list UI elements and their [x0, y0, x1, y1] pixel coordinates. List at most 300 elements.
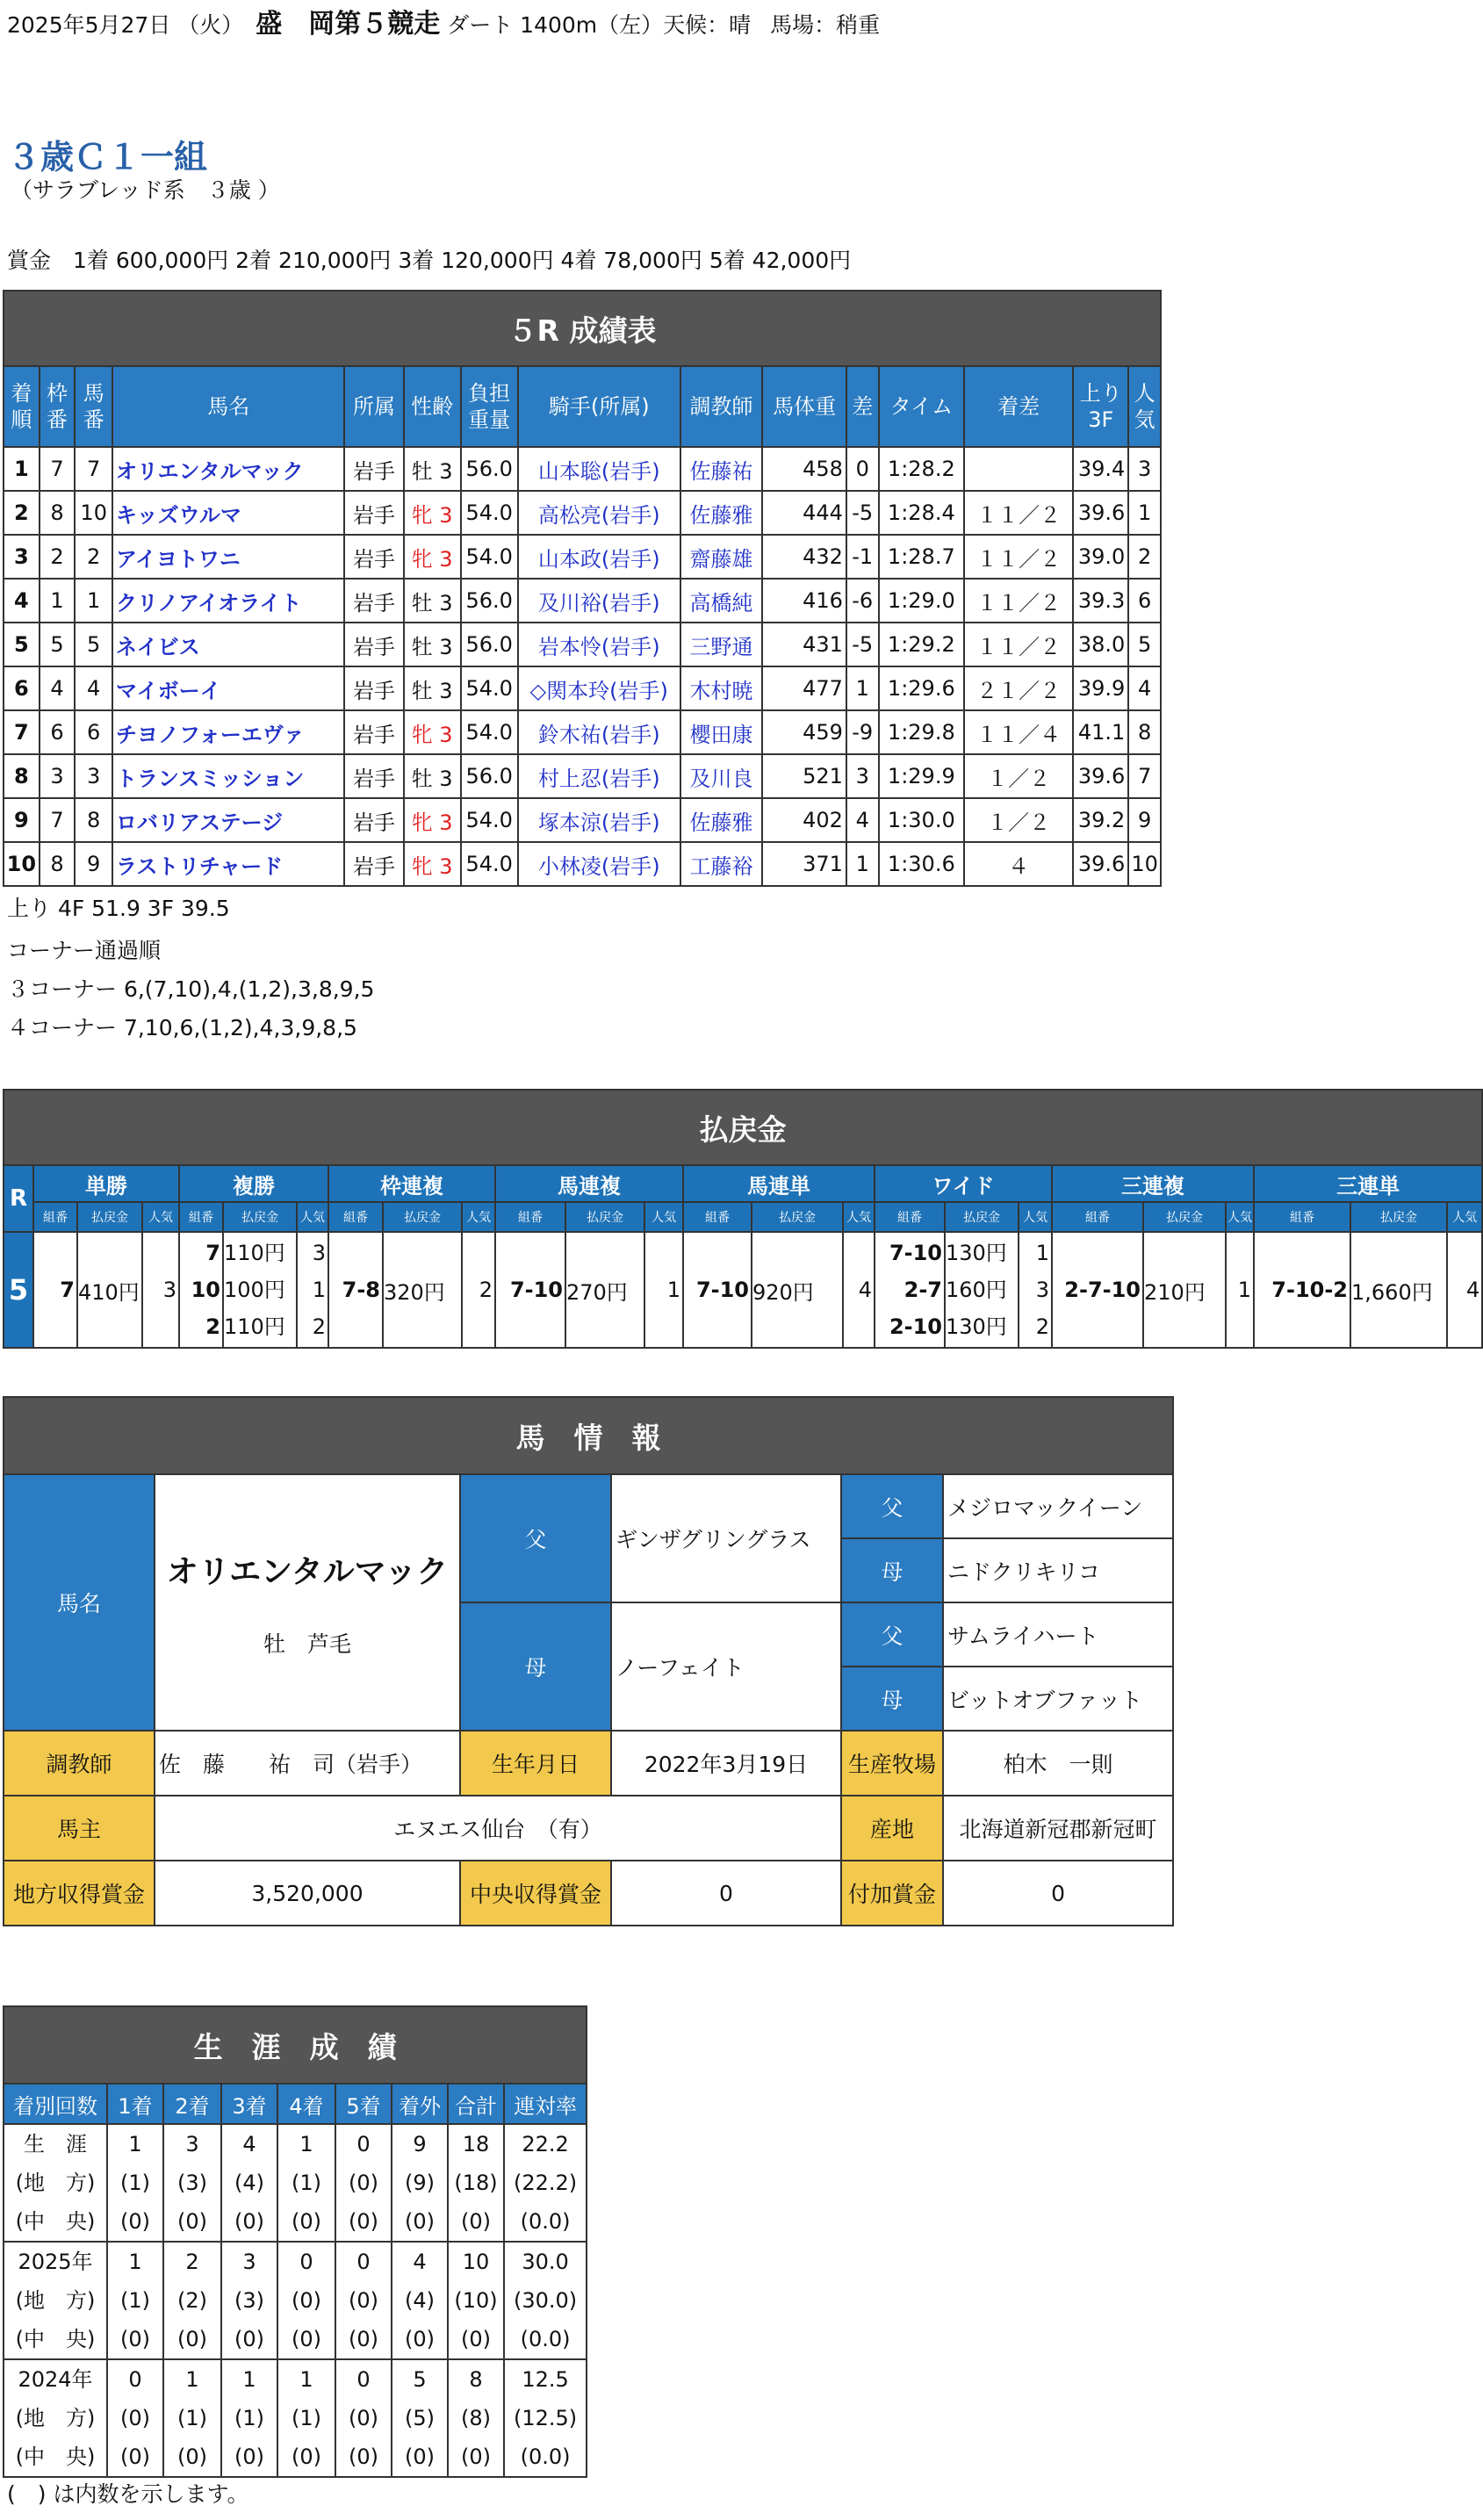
career-header-5: 5着: [335, 2084, 392, 2124]
result-cell: 521: [762, 754, 846, 798]
jockey-link[interactable]: 高松亮(岩手): [518, 491, 680, 535]
career-value: 1: [299, 2367, 313, 2392]
career-block-label: [4, 2242, 107, 2359]
result-row: [4, 491, 1161, 535]
trainer-link[interactable]: 及川良: [680, 754, 763, 798]
corner-3: ３コーナー 6,(7,10),4,(1,2),3,8,9,5: [7, 976, 375, 1002]
result-cell: 8: [75, 798, 112, 842]
career-cell: [504, 2242, 587, 2359]
result-cell: 5: [1128, 623, 1161, 666]
career-value: (0): [405, 2444, 435, 2469]
result-cell: 8: [40, 491, 76, 535]
payout-tansho-pop: 3: [142, 1232, 179, 1348]
result-cell: 1:29.9: [879, 754, 965, 798]
result-cell: 岩手: [344, 710, 403, 754]
horse-name-link[interactable]: ロバリアステージ: [112, 798, 344, 842]
results-header-14: 人気: [1128, 366, 1161, 447]
horse-name-link[interactable]: ネイビス: [112, 623, 344, 666]
payout-subheader: 組番: [179, 1202, 223, 1232]
trainer-link[interactable]: 工藤裕: [680, 842, 763, 886]
horse-name-link[interactable]: チヨノフォーエヴァ: [112, 710, 344, 754]
payout-wide-num: [875, 1232, 945, 1348]
trainer-link[interactable]: 佐藤祐: [680, 447, 763, 491]
result-cell: 牡 3: [404, 754, 461, 798]
results-header-3: 馬名: [112, 366, 344, 447]
payout-fukusho-pop: [297, 1232, 328, 1348]
career-label-line: (中 央): [15, 2327, 96, 2351]
career-header-4: 4着: [277, 2084, 335, 2124]
payout-subheader: 人気: [1226, 1202, 1254, 1232]
result-cell: 477: [762, 666, 846, 710]
result-row: [4, 842, 1161, 886]
results-header-7: 騎手(所属): [518, 366, 680, 447]
result-cell: 39.9: [1073, 666, 1128, 710]
career-value: (0): [292, 2209, 321, 2234]
career-cell: [221, 2124, 277, 2242]
jockey-link[interactable]: 山本政(岩手): [518, 535, 680, 579]
result-cell: 5: [75, 623, 112, 666]
career-value: (0): [292, 2288, 321, 2313]
track-name: 盛 岡: [256, 9, 335, 40]
result-cell: 444: [762, 491, 846, 535]
trainer-link[interactable]: 佐藤雅: [680, 491, 763, 535]
result-cell: 3: [40, 754, 76, 798]
career-value: (1): [292, 2171, 321, 2195]
career-value: (2): [177, 2288, 207, 2313]
payout-wide-line: 2: [1035, 1314, 1049, 1339]
local-prize: 3,520,000: [155, 1861, 460, 1926]
result-cell: 1:29.2: [879, 623, 965, 666]
result-row: [4, 447, 1161, 491]
career-value: 9: [413, 2132, 427, 2156]
career-value: (0): [349, 2288, 378, 2313]
results-header-8: 調教師: [680, 366, 763, 447]
result-row: [4, 754, 1161, 798]
career-cell: [107, 2242, 163, 2359]
career-label-line: 生 涯: [24, 2132, 87, 2156]
agari-time: 上り 4F 51.9 3F 39.5: [7, 896, 230, 921]
results-table: [3, 290, 1162, 887]
trainer-link[interactable]: 木村暁: [680, 666, 763, 710]
career-value: 0: [356, 2367, 371, 2392]
result-cell: 1:28.4: [879, 491, 965, 535]
dam-label: 母: [460, 1602, 611, 1731]
race-weekday: （火）: [177, 12, 244, 38]
result-cell: 0: [846, 447, 879, 491]
result-cell: 39.3: [1073, 579, 1128, 623]
result-cell: 1: [846, 666, 879, 710]
results-header-0: 着順: [4, 366, 40, 447]
career-cell: [163, 2242, 221, 2359]
career-value: (0): [234, 2444, 264, 2469]
career-value: (4): [405, 2288, 435, 2313]
trainer-link[interactable]: 高橋純: [680, 579, 763, 623]
jockey-link[interactable]: 岩本怜(岩手): [518, 623, 680, 666]
payout-fukusho-num: [179, 1232, 223, 1348]
result-cell: 岩手: [344, 491, 403, 535]
sire-sire-label: 父: [841, 1474, 943, 1538]
payout-wide-line: 7-10: [889, 1241, 942, 1265]
race-subtitle: （サラブレッド系 ３歳 ）: [11, 177, 280, 203]
payout-umatan-pay: 920円: [752, 1232, 843, 1348]
result-cell: 39.6: [1073, 754, 1128, 798]
result-cell: 7: [75, 447, 112, 491]
result-cell: 4: [846, 798, 879, 842]
result-cell: 8: [40, 842, 76, 886]
dam-sire-name: サムライハート: [943, 1602, 1173, 1667]
jockey-link[interactable]: 小林凌(岩手): [518, 842, 680, 886]
career-value: (0): [349, 2171, 378, 2195]
result-cell: 41.1: [1073, 710, 1128, 754]
result-cell: 岩手: [344, 623, 403, 666]
payout-subheader: 組番: [33, 1202, 77, 1232]
course-info: ダート 1400m（左）: [447, 12, 664, 38]
central-prize-label: 中央収得賞金: [460, 1861, 611, 1926]
result-cell: 5: [4, 623, 40, 666]
jockey-link[interactable]: 塚本涼(岩手): [518, 798, 680, 842]
result-cell: 3: [846, 754, 879, 798]
payout-subheader: 人気: [843, 1202, 875, 1232]
result-cell: 岩手: [344, 754, 403, 798]
career-cell: [448, 2242, 504, 2359]
owner-name: エヌエス仙台 （有）: [155, 1796, 841, 1861]
career-value: (8): [461, 2406, 491, 2430]
sire-dam-name: ニドクリキリコ: [943, 1538, 1173, 1602]
result-cell: 牝 3: [404, 491, 461, 535]
horse-name-cell: [155, 1474, 460, 1731]
result-cell: 1:28.2: [879, 447, 965, 491]
result-cell: 4: [4, 579, 40, 623]
career-value: (9): [405, 2171, 435, 2195]
result-cell: 牝 3: [404, 535, 461, 579]
results-header-10: 差: [846, 366, 879, 447]
payout-sanrentan-pop: 4: [1447, 1232, 1482, 1348]
payout-subheader: 人気: [644, 1202, 683, 1232]
payout-fukusho-line: 10: [191, 1278, 220, 1302]
career-header-2: 2着: [163, 2084, 221, 2124]
jockey-link[interactable]: 村上忍(岩手): [518, 754, 680, 798]
payout-wide-pay: [945, 1232, 1019, 1348]
result-cell: 1:28.7: [879, 535, 965, 579]
payout-wakuren-num: 7-8: [328, 1232, 383, 1348]
result-cell: 4: [1128, 666, 1161, 710]
result-cell: 1: [4, 447, 40, 491]
result-row: [4, 535, 1161, 579]
dam-dam-name: ビットオブファット: [943, 1667, 1173, 1731]
result-cell: 9: [4, 798, 40, 842]
career-value: 18: [462, 2132, 490, 2156]
result-cell: 牡 3: [404, 579, 461, 623]
payout-fukusho-line: 2: [312, 1314, 326, 1339]
career-value: 0: [128, 2367, 142, 2392]
career-value: (0.0): [520, 2209, 571, 2234]
payout-subheader: 払戻金: [383, 1202, 462, 1232]
horse-name-link[interactable]: オリエンタルマック: [112, 447, 344, 491]
payout-race-number: 5: [4, 1232, 33, 1348]
result-cell: 6: [40, 710, 76, 754]
payout-sanrentan-pay: 1,660円: [1350, 1232, 1447, 1348]
career-value: (4): [234, 2171, 264, 2195]
results-header-9: 馬体重: [762, 366, 846, 447]
race-date: 2025年5月27日: [7, 12, 171, 38]
career-cell: [448, 2359, 504, 2477]
payout-fukusho-line: 110円: [224, 1314, 285, 1339]
career-value: 8: [469, 2367, 483, 2392]
payout-group-4: 馬連単: [683, 1165, 875, 1202]
result-cell: 459: [762, 710, 846, 754]
horse-name-link[interactable]: キッズウルマ: [112, 491, 344, 535]
career-value: (1): [120, 2288, 150, 2313]
payout-subheader: 組番: [1052, 1202, 1143, 1232]
payout-subheader: 組番: [328, 1202, 383, 1232]
career-value: (0): [120, 2444, 150, 2469]
result-cell: 2: [40, 535, 76, 579]
payout-wakuren-pay: 320円: [383, 1232, 462, 1348]
career-value: (18): [454, 2171, 498, 2195]
result-cell: 4: [40, 666, 76, 710]
payout-umatan-num: 7-10: [683, 1232, 752, 1348]
jockey-link[interactable]: 及川裕(岩手): [518, 579, 680, 623]
result-cell: 56.0: [461, 579, 518, 623]
results-header-1: 枠番: [40, 366, 76, 447]
result-cell: 56.0: [461, 623, 518, 666]
payout-subheader: 人気: [462, 1202, 495, 1232]
result-cell: 4: [75, 666, 112, 710]
career-value: (0): [120, 2209, 150, 2234]
payout-fukusho-line: 2: [205, 1314, 220, 1339]
career-value: 0: [356, 2132, 371, 2156]
trainer-link[interactable]: 佐藤雅: [680, 798, 763, 842]
payout-wide-line: 160円: [946, 1278, 1007, 1302]
result-cell: １１／４: [964, 710, 1073, 754]
result-cell: １１／２: [964, 579, 1073, 623]
result-cell: 39.4: [1073, 447, 1128, 491]
result-row: [4, 798, 1161, 842]
payout-group-0: 単勝: [33, 1165, 179, 1202]
career-block: [4, 2124, 587, 2242]
birth-date: 2022年3月19日: [611, 1731, 841, 1796]
career-block-label: [4, 2124, 107, 2242]
horse-name-link[interactable]: マイボーイ: [112, 666, 344, 710]
career-cell: [163, 2124, 221, 2242]
payout-umatan-pop: 4: [843, 1232, 875, 1348]
results-header-12: 着差: [964, 366, 1073, 447]
payout-tansho-num: 7: [33, 1232, 77, 1348]
payout-group-3: 馬連複: [495, 1165, 683, 1202]
result-cell: 1:29.8: [879, 710, 965, 754]
origin-place: 北海道新冠郡新冠町: [943, 1796, 1173, 1861]
horse-name-link[interactable]: トランスミッション: [112, 754, 344, 798]
result-cell: 岩手: [344, 666, 403, 710]
payout-fukusho-line: 100円: [224, 1278, 285, 1302]
result-cell: -6: [846, 579, 879, 623]
career-value: (0): [234, 2209, 264, 2234]
result-cell: 7: [1128, 754, 1161, 798]
career-value: 12.5: [522, 2367, 569, 2392]
career-value: (0): [405, 2209, 435, 2234]
career-block: [4, 2242, 587, 2359]
payout-subheader: 人気: [1447, 1202, 1482, 1232]
career-cell: [504, 2359, 587, 2477]
result-cell: 39.2: [1073, 798, 1128, 842]
trainer-link[interactable]: 齋藤雄: [680, 535, 763, 579]
weather: 天候：晴: [663, 12, 752, 38]
result-row: [4, 710, 1161, 754]
local-prize-label: 地方収得賞金: [4, 1861, 155, 1926]
result-cell: 10: [4, 842, 40, 886]
result-cell: 416: [762, 579, 846, 623]
result-cell: 6: [75, 710, 112, 754]
owner-label: 馬主: [4, 1796, 155, 1861]
race-header: [7, 9, 880, 40]
trainer-link[interactable]: 三野通: [680, 623, 763, 666]
result-cell: 2: [1128, 535, 1161, 579]
sire-name: ギンザグリングラス: [611, 1474, 841, 1602]
payout-group-6: 三連複: [1052, 1165, 1254, 1202]
results-header-6: 負担重量: [461, 366, 518, 447]
result-cell: 9: [1128, 798, 1161, 842]
career-value: 3: [185, 2132, 199, 2156]
career-label-line: (中 央): [15, 2209, 96, 2234]
result-cell: 1:30.6: [879, 842, 965, 886]
payout-sanrenpuku-pop: 1: [1226, 1232, 1254, 1348]
result-cell: １１／２: [964, 623, 1073, 666]
horse-name-label: 馬名: [4, 1474, 155, 1731]
result-cell: 岩手: [344, 579, 403, 623]
payout-umaren-num: 7-10: [495, 1232, 565, 1348]
career-value: 3: [242, 2250, 256, 2274]
horse-name-link[interactable]: クリノアイオライト: [112, 579, 344, 623]
career-value: (5): [405, 2406, 435, 2430]
race-number: 第５競走: [335, 9, 441, 40]
extra-prize: 0: [943, 1861, 1173, 1926]
career-block-label: [4, 2359, 107, 2477]
result-cell: 牝 3: [404, 842, 461, 886]
result-cell: 54.0: [461, 842, 518, 886]
result-cell: 371: [762, 842, 846, 886]
career-cell: [504, 2124, 587, 2242]
payout-group-1: 複勝: [179, 1165, 328, 1202]
career-cell: [392, 2359, 448, 2477]
career-value: (0.0): [520, 2444, 571, 2469]
result-cell: 3: [1128, 447, 1161, 491]
result-cell: 432: [762, 535, 846, 579]
result-cell: 1:29.6: [879, 666, 965, 710]
career-value: (0): [177, 2444, 207, 2469]
career-header-3: 3着: [221, 2084, 277, 2124]
career-value: (0): [461, 2327, 491, 2351]
origin-label: 産地: [841, 1796, 943, 1861]
payout-umaren-pay: 270円: [565, 1232, 644, 1348]
horse-name-link[interactable]: ラストリチャード: [112, 842, 344, 886]
result-cell: 7: [40, 798, 76, 842]
career-label-line: (中 央): [15, 2444, 96, 2469]
payout-sanrentan-num: 7-10-2: [1254, 1232, 1350, 1348]
career-value: (0): [177, 2209, 207, 2234]
career-note: ( ) は内数を示します。: [7, 2481, 249, 2507]
career-cell: [277, 2124, 335, 2242]
career-cell: [107, 2124, 163, 2242]
career-cell: [277, 2242, 335, 2359]
payout-fukusho-line: 7: [205, 1241, 220, 1265]
result-cell: 38.0: [1073, 623, 1128, 666]
payout-fukusho-line: 110円: [224, 1241, 285, 1265]
result-cell: １１／２: [964, 491, 1073, 535]
payout-subheader: 組番: [495, 1202, 565, 1232]
career-value: 0: [299, 2250, 313, 2274]
result-cell: 1:29.0: [879, 579, 965, 623]
result-cell: 3: [75, 754, 112, 798]
career-value: 2: [185, 2250, 199, 2274]
result-cell: 1: [40, 579, 76, 623]
jockey-link[interactable]: 鈴木祐(岩手): [518, 710, 680, 754]
results-header-4: 所属: [344, 366, 403, 447]
career-header-6: 着外: [392, 2084, 448, 2124]
jockey-link[interactable]: 山本聡(岩手): [518, 447, 680, 491]
career-value: (0): [461, 2444, 491, 2469]
career-value: (0): [120, 2406, 150, 2430]
result-cell: 1:30.0: [879, 798, 965, 842]
payout-sanrenpuku-num: 2-7-10: [1052, 1232, 1143, 1348]
career-cell: [392, 2242, 448, 2359]
payout-wide-line: 1: [1035, 1241, 1049, 1265]
result-cell: 岩手: [344, 535, 403, 579]
payout-group-5: ワイド: [875, 1165, 1052, 1202]
payout-title: 払戻金: [4, 1090, 1482, 1165]
result-cell: 8: [4, 754, 40, 798]
result-cell: 5: [40, 623, 76, 666]
extra-prize-label: 付加賞金: [841, 1861, 943, 1926]
result-cell: 39.6: [1073, 842, 1128, 886]
career-value: (1): [177, 2406, 207, 2430]
result-cell: 岩手: [344, 447, 403, 491]
trainer-link[interactable]: 櫻田康: [680, 710, 763, 754]
career-value: 1: [128, 2132, 142, 2156]
jockey-link[interactable]: ◇関本玲(岩手): [518, 666, 680, 710]
career-cell: [107, 2359, 163, 2477]
career-cell: [335, 2242, 392, 2359]
result-cell: 1: [1128, 491, 1161, 535]
career-cell: [335, 2359, 392, 2477]
payout-wide-line: 130円: [946, 1241, 1007, 1265]
payout-subheader: 払戻金: [223, 1202, 297, 1232]
career-value: (0): [234, 2327, 264, 2351]
trainer-label: 調教師: [4, 1731, 155, 1796]
career-value: (1): [120, 2171, 150, 2195]
result-cell: 7: [4, 710, 40, 754]
career-header-0: 着別回数: [4, 2084, 107, 2124]
payout-sanrenpuku-pay: 210円: [1143, 1232, 1226, 1348]
career-label-line: (地 方): [15, 2171, 96, 2195]
result-cell: 56.0: [461, 447, 518, 491]
career-header-1: 1着: [107, 2084, 163, 2124]
result-cell: 3: [4, 535, 40, 579]
result-cell: 431: [762, 623, 846, 666]
career-cell: [277, 2359, 335, 2477]
horse-name: オリエンタルマック: [166, 1553, 449, 1590]
result-cell: -1: [846, 535, 879, 579]
career-value: 5: [413, 2367, 427, 2392]
payout-table: [3, 1089, 1483, 1349]
career-value: (0): [292, 2327, 321, 2351]
breeder-name: 柏木 一則: [943, 1731, 1173, 1796]
result-cell: 39.6: [1073, 491, 1128, 535]
horse-name-link[interactable]: アイヨトワニ: [112, 535, 344, 579]
result-cell: 54.0: [461, 666, 518, 710]
career-label-line: (地 方): [15, 2406, 96, 2430]
results-header-13: 上り3F: [1073, 366, 1128, 447]
trainer-name: 佐 藤 祐 司（岩手）: [155, 1731, 460, 1796]
